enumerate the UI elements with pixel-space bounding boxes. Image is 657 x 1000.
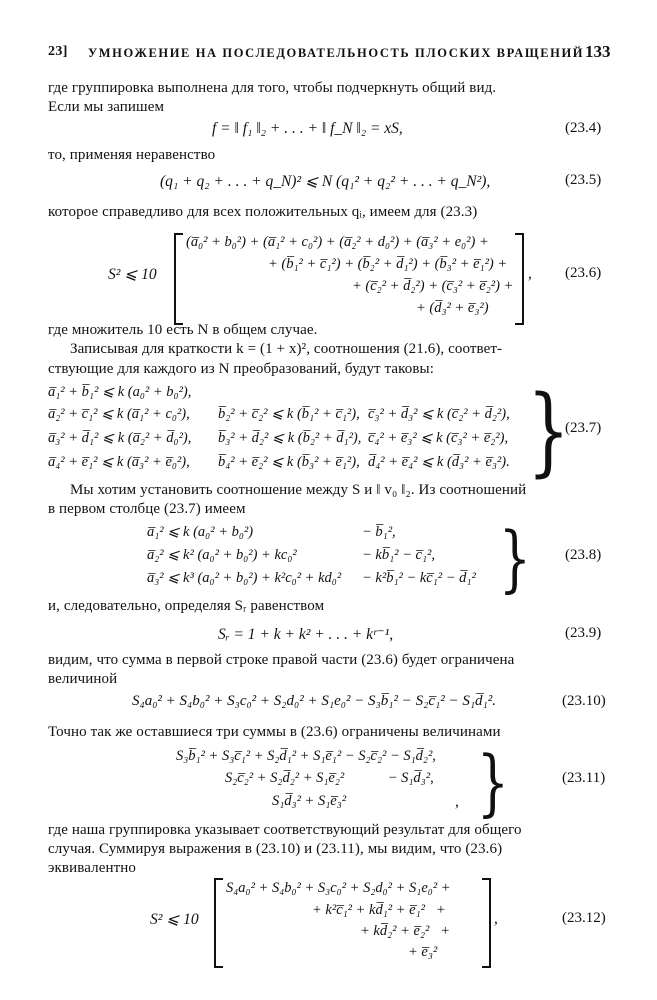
- right-brace: }: [476, 740, 509, 824]
- equation-23-4: f = ‖ f₁ ‖₂ + . . . + ‖ f_N ‖₂ = xS,: [212, 120, 403, 137]
- paragraph-line: величиной: [48, 671, 118, 687]
- running-title: УМНОЖЕНИЕ НА ПОСЛЕДОВАТЕЛЬНОСТЬ ПЛОСКИХ ВРАЩЕНИЙ: [88, 46, 585, 60]
- equation-label: (23.11): [562, 770, 606, 786]
- equation-23-6-lhs: S² ⩽ 10: [108, 266, 157, 283]
- equation-label: (23.4): [565, 120, 602, 136]
- paragraph-line: Мы хотим установить соотношение между S и ‖ v₀ ‖₂. Из соотношений: [70, 482, 527, 498]
- paragraph-line: Точно так же оставшиеся три суммы в (23.6) ограничены величинами: [48, 724, 501, 740]
- paragraph-line: то, применяя неравенство: [48, 147, 216, 163]
- paragraph-line: где наша группировка указывает соответствующий результат для общего: [48, 822, 522, 838]
- equation-label: (23.7): [565, 420, 602, 436]
- equation-23-6-line: (a̅₀² + b₀²) + (a̅₁² + c₀²) + (a̅₂² + d₀²) + (a̅₃² + e₀²) +: [186, 234, 489, 250]
- equation-23-7-cell: b̅₄² + e̅₂² ⩽ k (b̅₃² + e̅₁²),: [218, 454, 360, 470]
- equation-label: (23.6): [565, 265, 602, 281]
- paragraph-line: случая. Суммируя выражения в (23.10) и (23.11), мы видим, что (23.6): [48, 841, 503, 857]
- equation-23-11-comma: ,: [455, 793, 459, 810]
- paragraph-line: ствующие для каждого из N преобразований, будут таковы:: [48, 361, 435, 377]
- paragraph-line: где множитель 10 есть N в общем случае.: [48, 322, 318, 338]
- equation-23-11-line: S₁d̅₃² + S₁e̅₃²: [272, 793, 347, 809]
- equation-23-8-lhs: a̅₂² ⩽ k² (a₀² + b₀²) + kc₀²: [147, 547, 297, 563]
- equation-23-12-line: + k²c̅₁² + kd̅₁² + e̅₁² +: [312, 902, 446, 918]
- equation-23-8-lhs: a̅₁² ⩽ k (a₀² + b₀²): [147, 524, 254, 540]
- left-bracket: [174, 233, 183, 325]
- equation-23-7-cell: a̅₂² + c̅₁² ⩽ k (a̅₁² + c₀²),: [48, 406, 190, 422]
- paragraph-line: видим, что сумма в первой строке правой части (23.6) будет ограничена: [48, 652, 515, 668]
- equation-23-6-comma: ,: [528, 265, 532, 282]
- equation-23-7-cell: b̅₃² + d̅₂² ⩽ k (b̅₂² + d̅₁²),: [218, 430, 362, 446]
- equation-23-12-line: + kd̅₂² + e̅₂² +: [360, 923, 451, 939]
- equation-23-12-comma: ,: [494, 910, 498, 927]
- equation-23-5: (q₁ + q₂ + . . . + q_N)² ⩽ N (q₁² + q₂² + . . . + q_N²),: [160, 173, 491, 190]
- equation-23-7-cell: c̅₄² + e̅₃² ⩽ k (c̅₃² + e̅₂²),: [368, 430, 509, 446]
- equation-23-7-cell: a̅₁² + b̅₁² ⩽ k (a₀² + b₀²),: [48, 384, 192, 400]
- right-bracket: [515, 233, 524, 325]
- right-bracket: [482, 878, 491, 968]
- equation-23-7-cell: a̅₄² + e̅₁² ⩽ k (a̅₃² + e̅₀²),: [48, 454, 190, 470]
- equation-23-6-line: + (b̅₁² + c̅₁²) + (b̅₂² + d̅₁²) + (b̅₃² + e̅₁²) +: [268, 256, 508, 272]
- paragraph-line: Если мы запишем: [48, 99, 165, 115]
- equation-23-9: Sᵣ = 1 + k + k² + . . . + kʳ⁻¹,: [218, 626, 394, 643]
- right-brace: }: [498, 516, 531, 600]
- equation-23-11-line: S₃b̅₁² + S₃c̅₁² + S₂d̅₁² + S₁e̅₁² − S₂c̅₂² − S₁d̅₂²,: [176, 748, 436, 764]
- equation-23-10: S₄a₀² + S₄b₀² + S₃c₀² + S₂d₀² + S₁e₀² − S₃b̅₁² − S₂c̅₁² − S₁d̅₁².: [132, 693, 496, 709]
- equation-23-12-line: + e̅₃²: [408, 944, 438, 960]
- equation-23-7-cell: a̅₃² + d̅₁² ⩽ k (a̅₂² + d̅₀²),: [48, 430, 192, 446]
- equation-23-8-rhs: − kb̅₁² − c̅₁²,: [362, 547, 435, 563]
- paragraph-line: в первом столбце (23.7) имеем: [48, 501, 246, 517]
- paragraph-line: и, следовательно, определяя Sᵣ равенством: [48, 598, 325, 614]
- equation-label: (23.5): [565, 172, 602, 188]
- page-number: 133: [585, 42, 611, 61]
- paragraph-line: эквивалентно: [48, 860, 136, 876]
- equation-23-7-cell: b̅₂² + c̅₂² ⩽ k (b̅₁² + c̅₁²),: [218, 406, 360, 422]
- equation-23-12-line: S₄a₀² + S₄b₀² + S₃c₀² + S₂d₀² + S₁e₀² +: [226, 880, 451, 896]
- equation-23-7-cell: d̅₄² + e̅₄² ⩽ k (d̅₃² + e̅₃²).: [368, 454, 510, 470]
- paragraph-line: которое справедливо для всех положительных qᵢ, имеем для (23.3): [48, 204, 478, 220]
- equation-23-8-rhs: − k²b̅₁² − kc̅₁² − d̅₁²: [362, 570, 476, 586]
- equation-23-7-cell: c̅₃² + d̅₃² ⩽ k (c̅₂² + d̅₂²),: [368, 406, 510, 422]
- equation-label: (23.10): [562, 693, 606, 709]
- equation-23-6-line: + (d̅₃² + e̅₃²): [416, 300, 489, 316]
- equation-23-11-line: S₂c̅₂² + S₂d̅₂² + S₁e̅₂² − S₁d̅₃²,: [225, 770, 434, 786]
- equation-23-6-line: + (c̅₂² + d̅₂²) + (c̅₃² + e̅₂²) +: [352, 278, 514, 294]
- equation-23-8-lhs: a̅₃² ⩽ k³ (a₀² + b₀²) + k²c₀² + kd₀²: [147, 570, 342, 586]
- equation-label: (23.12): [562, 910, 606, 926]
- section-number: 23]: [48, 44, 68, 59]
- paragraph-line: где группировка выполнена для того, чтобы подчеркнуть общий вид.: [48, 80, 497, 96]
- left-bracket: [214, 878, 223, 968]
- equation-label: (23.8): [565, 547, 602, 563]
- equation-23-12-lhs: S² ⩽ 10: [150, 911, 199, 928]
- equation-label: (23.9): [565, 625, 602, 641]
- equation-23-8-rhs: − b̅₁²,: [362, 524, 396, 540]
- right-brace: }: [527, 375, 570, 487]
- paragraph-line: Записывая для краткости k = (1 + x)², соотношения (21.6), соответ-: [70, 341, 503, 357]
